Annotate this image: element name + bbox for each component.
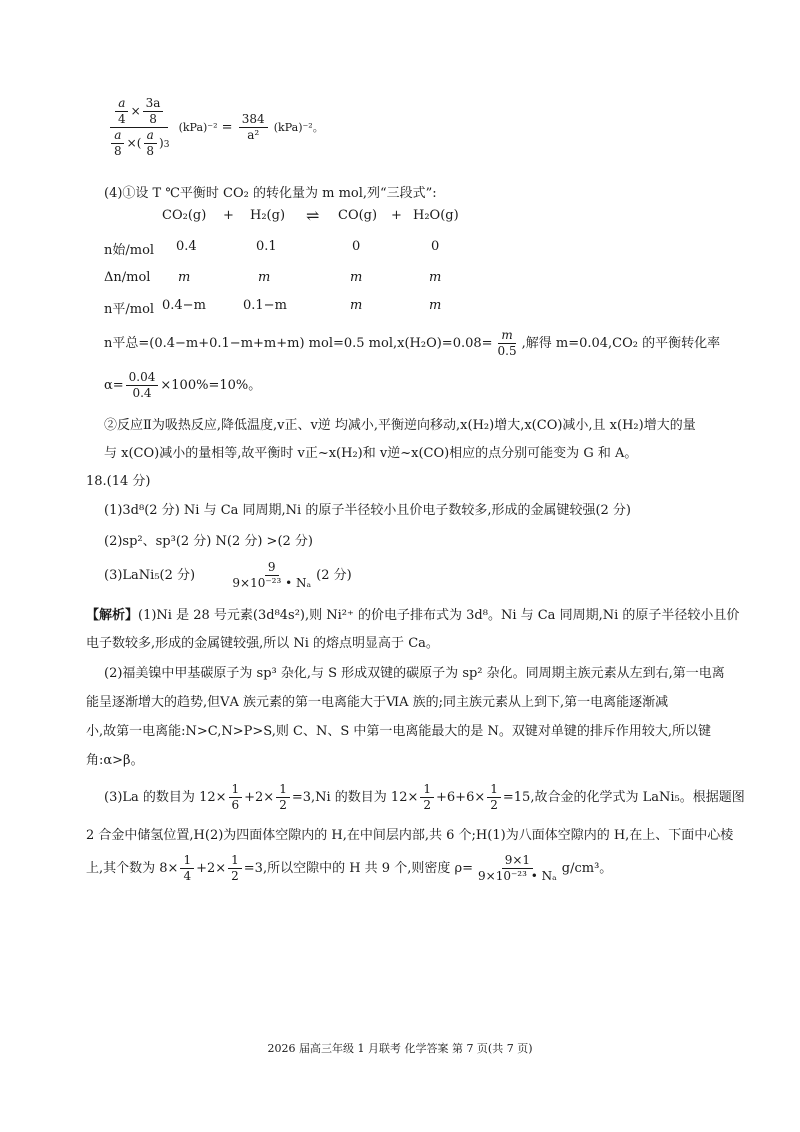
jx1-line2: 电子数较多,形成的金属键较强,所以 Ni 的熔点明显高于 Ca。 [86, 636, 439, 651]
a3-text-b: (2 分) [316, 568, 352, 583]
jx2-line2: 能呈逐渐增大的趋势,但ⅤA 族元素的第一电离能大于ⅥA 族的;同主族元素从上到下,第一电离能逐渐减 [86, 695, 669, 710]
row-delta [0, 270, 800, 290]
jx3-l1-b: +2× [244, 790, 275, 805]
row-start-v4: 0 [431, 239, 440, 254]
eq-plus1: + [223, 208, 234, 223]
eq-co2: CO₂(g) [162, 208, 207, 223]
row-start-v1: 0.4 [176, 239, 197, 254]
alpha-den: 0.4 [132, 386, 152, 400]
row-eq-label: n平/mol [104, 302, 155, 317]
jx3-l3-a: 上,其个数为 8× [86, 861, 179, 876]
kp-a2: a² [247, 128, 260, 142]
jx3-l1-f2d: 2 [279, 798, 287, 812]
jx1-line1 [86, 604, 739, 623]
jx3-l3-d: g/cm³。 [561, 861, 613, 876]
alpha-num: 0.04 [126, 370, 159, 386]
kp-result [239, 112, 268, 143]
jx3-l1-f2n: 1 [276, 782, 290, 798]
jx3-l3-f3n: 9×1 [502, 853, 533, 869]
jx3-l1-d: +6+6× [436, 790, 486, 805]
row-start-v3: 0 [352, 239, 361, 254]
kp-denominator: $\frac{a}{8}$ ×( $\frac{a}{8}$ )3 [106, 128, 172, 159]
eq-arrow: ⇌ [306, 206, 320, 225]
eq-plus2: + [391, 208, 402, 223]
jx3-line3 [86, 853, 612, 884]
q18-answer2: (2)sp²、sp³(2 分) N(2 分) >(2 分) [104, 534, 313, 549]
kp-8: 8 [149, 112, 157, 126]
jx3-l1-e: =15,故合金的化学式为 LaNi₅。根据题图 [502, 790, 745, 805]
row-eq [0, 298, 800, 318]
jx3-l1-f1n: 1 [229, 782, 243, 798]
alpha-text-b: ×100%=10%。 [160, 378, 262, 393]
row-eq-v2: 0.1−m [243, 298, 287, 313]
a3-text-a: (3)LaNi₅(2 分) [104, 568, 196, 583]
row-delta-v1: m [178, 270, 191, 285]
jx3-line1 [104, 782, 745, 813]
kp-unit2: (kPa)⁻²。 [273, 121, 324, 134]
row-eq-v3: m [350, 298, 363, 313]
p2-line2: 与 x(CO)减小的量相等,故平衡时 v正~x(H₂)和 v逆~x(CO)相应的点分别可能变为 G 和 A。 [104, 446, 638, 461]
row-start [0, 239, 800, 259]
row-delta-v2: m [258, 270, 271, 285]
jx2-line1: (2)福美镍中甲基碳原子为 sp³ 杂化,与 S 形成双键的碳原子为 sp² 杂化。同周期主族元素从左到右,第一电离 [104, 666, 725, 681]
q18-answer1: (1)3d⁸(2 分) Ni 与 Ca 同周期,Ni 的原子半径较小且价电子数较多,形成的金属键较强(2 分) [104, 503, 632, 518]
jx3-l1-f4n: 1 [487, 782, 501, 798]
jx3-l3-f3d: 9×10⁻²³ • Nₐ [478, 869, 557, 883]
eq-co: CO(g) [338, 208, 378, 223]
calc-frac-den: 0.5 [497, 344, 517, 358]
a3-den: 9×10⁻²³ • Nₐ [232, 576, 312, 590]
jx3-l3-f1n: 1 [180, 853, 194, 869]
jx3-l1-a: (3)La 的数目为 12× [104, 790, 227, 805]
jx2-line4: 角:α>β。 [86, 753, 144, 768]
jx3-l1-f1d: 6 [231, 798, 240, 812]
kp-numerator: $\frac{a}{4}$ × $\frac{3a}{8}$ [110, 96, 169, 128]
row-eq-v4: m [429, 298, 442, 313]
kp-384: 384 [239, 112, 268, 128]
row-start-label: n始/mol [104, 243, 155, 258]
jx3-l1-f3n: 1 [420, 782, 434, 798]
kp-3a: 3a [143, 96, 164, 112]
jx2-line3: 小,故第一电离能:N>C,N>P>S,则 C、N、S 中第一电离能最大的是 N。双键对单键的排斥作用较大,所以键 [86, 724, 712, 739]
equation-line [0, 208, 800, 228]
row-eq-v1: 0.4−m [162, 298, 206, 313]
jx3-l1-f4d: 2 [490, 798, 498, 812]
p2-line1: ②反应Ⅱ为吸热反应,降低温度,v正、v逆 均减小,平衡逆向移动,x(H₂)增大,x(CO)减小,且 x(H₂)增大的量 [104, 418, 696, 433]
jx3-l3-b: +2× [196, 861, 227, 876]
jx3-l1-c: =3,Ni 的数目为 12× [291, 790, 419, 805]
calc-frac-num: m [498, 328, 515, 344]
row-delta-v4: m [429, 270, 442, 285]
eq-h2: H₂(g) [250, 208, 286, 223]
kp-a1: a [118, 96, 126, 110]
row-start-v2: 0.1 [256, 239, 277, 254]
page-footer: 2026 届高三年级 1 月联考 化学答案 第 7 页(共 7 页) [267, 1042, 533, 1055]
p4-line: (4)①设 T ℃平衡时 CO₂ 的转化量为 m mol,列“三段式”: [104, 186, 437, 201]
jx3-line2: 2 合金中储氢位置,H(2)为四面体空隙内的 H,在中间层内部,共 6 个;H(1)为八面体空隙内的 H,在上、下面中心棱 [86, 828, 734, 843]
alpha-line [104, 370, 261, 401]
eq-h2o: H₂O(g) [413, 208, 459, 223]
q18-header: 18.(14 分) [86, 474, 151, 489]
kp-fraction [106, 96, 172, 159]
jx3-l3-f1d: 4 [183, 869, 192, 883]
jx3-l3-c: =3,所以空隙中的 H 共 9 个,则密度 ρ= [243, 861, 474, 876]
calc-text-a: n平总=(0.4−m+0.1−m+m+m) mol=0.5 mol,x(H₂O)=0.08= [104, 336, 493, 351]
a3-num: 9 [265, 560, 279, 576]
row-delta-label: Δn/mol [104, 270, 151, 285]
alpha-text-a: α= [104, 378, 124, 393]
row-delta-v3: m [350, 270, 363, 285]
calc-text-b: ,解得 m=0.04,CO₂ 的平衡转化率 [521, 336, 721, 351]
q18-answer3 [104, 560, 352, 591]
kp-expression [104, 96, 324, 159]
jx3-l3-f2n: 1 [228, 853, 242, 869]
jx-label: 【解析】 [86, 608, 139, 623]
jx1-text: (1)Ni 是 28 号元素(3d⁸4s²),则 Ni²⁺ 的价电子排布式为 3d⁸。Ni 与 Ca 同周期,Ni 的原子半径较小且价 [138, 608, 740, 623]
kp-unit1: (kPa)⁻² [178, 121, 218, 134]
kp-eq: = [221, 120, 233, 135]
calc-line1 [104, 328, 720, 359]
jx3-l1-f3d: 2 [423, 798, 432, 812]
jx3-l3-f2d: 2 [231, 869, 239, 883]
